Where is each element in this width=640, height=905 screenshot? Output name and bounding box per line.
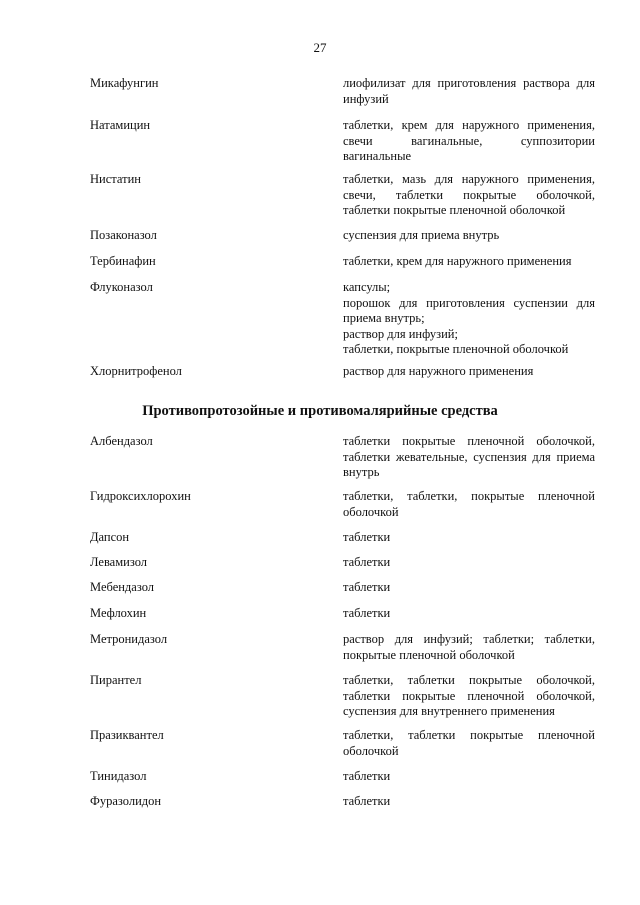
dosage-form-line: свечи, таблетки покрытые оболочкой, — [343, 187, 595, 202]
dosage-form — [343, 489, 595, 520]
dosage-form-line: оболочкой — [343, 743, 399, 758]
dosage-form-line: таблетки жевательные, суспензия для приема — [343, 449, 595, 464]
section-title: Противопротозойные и противомалярийные средства — [142, 403, 498, 419]
drug-name: Мебендазол — [90, 580, 155, 594]
dosage-form-line: капсулы; — [343, 280, 391, 294]
drug-name: Гидроксихлорохин — [90, 489, 191, 503]
dosage-form — [343, 673, 595, 720]
dosage-form-line: таблетки, мазь для наружного применения, — [343, 172, 595, 186]
drug-name: Позаконазол — [90, 228, 157, 242]
dosage-form — [343, 364, 595, 380]
dosage-form — [343, 769, 595, 785]
dosage-form-line: таблетки — [343, 530, 391, 544]
dosage-form — [343, 580, 595, 596]
dosage-form-line: таблетки — [343, 580, 391, 594]
dosage-form-line: оболочкой — [343, 504, 399, 519]
dosage-form-line: таблетки, таблетки покрытые пленочной — [343, 728, 595, 742]
dosage-form-line: суспензия для приема внутрь — [343, 228, 500, 242]
dosage-form-line: таблетки — [343, 794, 391, 808]
dosage-form-line: таблетки покрытые пленочной оболочкой — [343, 203, 566, 217]
dosage-form-line: внутрь — [343, 465, 380, 479]
dosage-form-line: раствор для инфузий; — [343, 326, 458, 341]
dosage-form-line: суспензия для внутреннего применения — [343, 704, 555, 718]
dosage-form — [343, 632, 595, 663]
dosage-form — [343, 254, 595, 270]
drug-name: Празиквантел — [90, 728, 164, 742]
drug-name: Метронидазол — [90, 632, 168, 646]
dosage-form-line: раствор для наружного применения — [343, 364, 534, 378]
dosage-form-line: свечи вагинальные, суппозитории — [343, 133, 595, 148]
dosage-form-line: приема внутрь; — [343, 311, 425, 325]
dosage-form-line: вагинальные — [343, 149, 412, 163]
dosage-form — [343, 228, 595, 244]
drug-name: Дапсон — [90, 530, 130, 544]
dosage-form-line: лиофилизат для приготовления раствора для — [343, 76, 595, 90]
drug-name: Натамицин — [90, 118, 151, 132]
dosage-form — [343, 118, 595, 165]
dosage-form — [343, 76, 595, 107]
drug-name: Микафунгин — [90, 76, 159, 90]
dosage-form — [343, 555, 595, 571]
dosage-form — [343, 728, 595, 759]
dosage-form-line: таблетки — [343, 769, 391, 783]
dosage-form — [343, 606, 595, 622]
dosage-form-line: таблетки — [343, 555, 391, 569]
dosage-form — [343, 280, 595, 358]
dosage-form — [343, 434, 595, 481]
drug-name: Албендазол — [90, 434, 153, 448]
dosage-form-line: таблетки покрытые пленочной оболочкой, — [343, 434, 595, 448]
drug-name: Левамизол — [90, 555, 148, 569]
dosage-form-line: таблетки — [343, 606, 391, 620]
dosage-form-line: таблетки покрытые пленочной оболочкой, — [343, 688, 595, 703]
dosage-form-line: таблетки, крем для наружного применения — [343, 254, 572, 268]
drug-name: Тинидазол — [90, 769, 147, 783]
dosage-form — [343, 530, 595, 546]
dosage-form-line: инфузий — [343, 91, 389, 106]
drug-name: Тербинафин — [90, 254, 156, 268]
drug-name: Фуразолидон — [90, 794, 162, 808]
drug-name: Мефлохин — [90, 606, 147, 620]
drug-name: Хлорнитрофенол — [90, 364, 182, 378]
page-number: 27 — [313, 40, 327, 55]
dosage-form-line: таблетки, крем для наружного применения, — [343, 118, 595, 132]
drug-name: Нистатин — [90, 172, 141, 186]
dosage-form-line: таблетки, таблетки, покрытые пленочной — [343, 489, 595, 503]
dosage-form-line: раствор для инфузий; таблетки; таблетки, — [343, 632, 595, 646]
drug-name: Флуконазол — [90, 280, 153, 294]
dosage-form-line: таблетки, покрытые пленочной оболочкой — [343, 342, 569, 356]
dosage-form-line: порошок для приготовления суспензии для — [343, 295, 595, 310]
dosage-form — [343, 794, 595, 810]
drug-name: Пирантел — [90, 673, 142, 687]
dosage-form-line: таблетки, таблетки покрытые оболочкой, — [343, 673, 595, 687]
dosage-form — [343, 172, 595, 219]
dosage-form-line: покрытые пленочной оболочкой — [343, 647, 515, 662]
